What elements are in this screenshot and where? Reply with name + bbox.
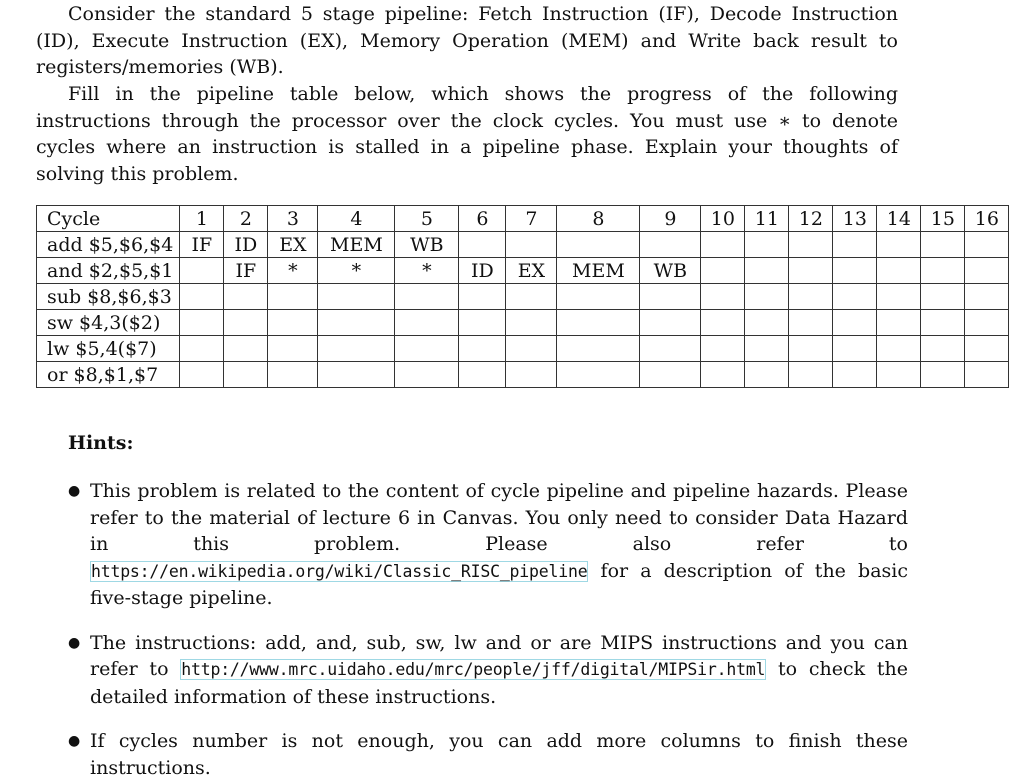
stage-cell [180, 258, 224, 284]
stage-cell [268, 310, 318, 336]
stage-cell [921, 336, 965, 362]
stage-cell [701, 310, 745, 336]
cycle-number: 1 [180, 206, 224, 232]
stage-cell [459, 336, 506, 362]
stage-cell [557, 232, 640, 258]
stage-cell [557, 310, 640, 336]
stage-cell: * [268, 258, 318, 284]
stage-cell [701, 362, 745, 388]
stage-cell [180, 310, 224, 336]
stage-cell [921, 362, 965, 388]
stage-cell [506, 336, 557, 362]
table-row [37, 336, 1009, 362]
stage-cell [268, 336, 318, 362]
table-header-row [37, 206, 1009, 232]
stage-cell [395, 310, 459, 336]
stage-cell [745, 362, 789, 388]
instruction-label: and $2,$5,$1 [37, 258, 180, 284]
pipeline-table [36, 205, 1009, 388]
stage-cell: * [318, 258, 395, 284]
stage-cell: IF [224, 258, 268, 284]
stage-cell [789, 336, 833, 362]
intro-paragraph-stages: Consider the standard 5 stage pipeline: Fetch Instruction (IF), Decode Instruction (ID), Execute Instruction (EX), Memory Operation (MEM) and Write back result to registers/memories (WB). [36, 3, 898, 78]
stage-cell: IF [180, 232, 224, 258]
instruction-label: sub $8,$6,$3 [37, 284, 180, 310]
stage-cell [640, 310, 701, 336]
stage-cell [701, 336, 745, 362]
stage-cell [180, 362, 224, 388]
table-row [37, 232, 1009, 258]
stage-cell [224, 284, 268, 310]
stage-cell [180, 336, 224, 362]
stage-cell [459, 232, 506, 258]
stage-cell [921, 310, 965, 336]
stage-cell [459, 362, 506, 388]
stage-cell [395, 284, 459, 310]
stage-cell [789, 258, 833, 284]
cycle-number: 11 [745, 206, 789, 232]
hint-item: ● This problem is related to the content of cycle pipeline and pipeline hazards. Please refer to the material of lecture 6 in Canvas. You only need to consider Data Hazard in this problem. Please also refer to https://en.wikipedia.org/wiki/Classic_RISC_pipeline for a description of the basic five-stage pipeline. [68, 480, 908, 609]
stage-cell [877, 362, 921, 388]
stage-cell [557, 362, 640, 388]
hint-item: ● If cycles number is not enough, you can add more columns to finish these instructions. [68, 730, 908, 779]
cycle-number: 4 [318, 206, 395, 232]
instruction-label: sw $4,3($2) [37, 310, 180, 336]
stage-cell [833, 336, 877, 362]
stage-cell [833, 362, 877, 388]
stage-cell [506, 362, 557, 388]
stage-cell [921, 258, 965, 284]
stage-cell [833, 258, 877, 284]
cycle-number: 14 [877, 206, 921, 232]
stage-cell [877, 336, 921, 362]
stage-cell [877, 310, 921, 336]
stage-cell [395, 336, 459, 362]
table-row [37, 258, 1009, 284]
stage-cell [506, 284, 557, 310]
stage-cell [268, 362, 318, 388]
stage-cell [557, 284, 640, 310]
stage-cell [877, 258, 921, 284]
wikipedia-link[interactable]: https://en.wikipedia.org/wiki/Classic_RISC_pipeline [91, 561, 588, 581]
stage-cell: WB [640, 258, 701, 284]
stage-cell [877, 232, 921, 258]
stage-cell [224, 336, 268, 362]
cycle-number: 13 [833, 206, 877, 232]
stage-cell [745, 232, 789, 258]
cycle-number: 15 [921, 206, 965, 232]
stage-cell [965, 336, 1009, 362]
cycle-number: 16 [965, 206, 1009, 232]
cycle-number: 3 [268, 206, 318, 232]
stage-cell [789, 284, 833, 310]
cycle-number: 2 [224, 206, 268, 232]
stage-cell [833, 232, 877, 258]
stage-cell [318, 336, 395, 362]
instruction-label: add $5,$6,$4 [37, 232, 180, 258]
bullet-icon: ● [68, 634, 81, 651]
stage-cell: ID [224, 232, 268, 258]
stage-cell: ID [459, 258, 506, 284]
cycle-number: 12 [789, 206, 833, 232]
stage-cell: MEM [557, 258, 640, 284]
stage-cell [224, 310, 268, 336]
stage-cell [640, 284, 701, 310]
cycle-number: 9 [640, 206, 701, 232]
table-row [37, 362, 1009, 388]
stage-cell [745, 258, 789, 284]
cycle-number: 6 [459, 206, 506, 232]
stage-cell [459, 310, 506, 336]
stage-cell [318, 284, 395, 310]
stage-cell [965, 284, 1009, 310]
stage-cell [318, 310, 395, 336]
stage-cell [745, 310, 789, 336]
stage-cell [318, 362, 395, 388]
cycle-header: Cycle [37, 206, 180, 232]
stage-cell: WB [395, 232, 459, 258]
cycle-number: 7 [506, 206, 557, 232]
stage-cell [557, 336, 640, 362]
stage-cell [833, 284, 877, 310]
intro-paragraph-instructions: Fill in the pipeline table below, which shows the progress of the following instructions through the processor over the clock cycles. You must use ∗ to denote cycles where an instruction is stalled in a pipeline phase. Explain your thoughts of solving this problem. [36, 83, 898, 185]
cycle-number: 10 [701, 206, 745, 232]
hints-title: Hints: [68, 432, 134, 454]
mips-reference-link[interactable]: http://www.mrc.uidaho.edu/mrc/people/jff/digital/MIPSir.html [181, 660, 766, 679]
stage-cell [833, 310, 877, 336]
stage-cell [921, 232, 965, 258]
stage-cell [395, 362, 459, 388]
stage-cell: EX [268, 232, 318, 258]
hint-item: ● The instructions: add, and, sub, sw, lw and or are MIPS instructions and you can refer to http://www.mrc.uidaho.edu/mrc/people/jff/digital/MIPSir.html to check the detailed information of these instructions. [68, 631, 909, 708]
cycle-number: 5 [395, 206, 459, 232]
stage-cell [640, 336, 701, 362]
stage-cell [268, 284, 318, 310]
stage-cell [789, 362, 833, 388]
stage-cell [701, 232, 745, 258]
bullet-icon: ● [68, 483, 81, 499]
stage-cell: EX [506, 258, 557, 284]
stage-cell [745, 284, 789, 310]
stage-cell [965, 310, 1009, 336]
stage-cell [459, 284, 506, 310]
stage-cell [965, 258, 1009, 284]
stage-cell [506, 232, 557, 258]
instruction-label: or $8,$1,$7 [37, 362, 180, 388]
stage-cell [701, 258, 745, 284]
stage-cell: MEM [318, 232, 395, 258]
stage-cell [640, 362, 701, 388]
stage-cell [789, 232, 833, 258]
cycle-number: 8 [557, 206, 640, 232]
stage-cell [921, 284, 965, 310]
table-row [37, 284, 1009, 310]
hints-list [68, 478, 908, 781]
stage-cell [180, 284, 224, 310]
stage-cell [965, 362, 1009, 388]
instruction-label: lw $5,4($7) [37, 336, 180, 362]
stage-cell [789, 310, 833, 336]
stage-cell [965, 232, 1009, 258]
stage-cell [745, 336, 789, 362]
stage-cell [224, 362, 268, 388]
stage-cell [877, 284, 921, 310]
stage-cell [506, 310, 557, 336]
stage-cell [701, 284, 745, 310]
stage-cell [640, 232, 701, 258]
table-row [37, 310, 1009, 336]
bullet-icon: ● [68, 733, 81, 749]
stage-cell: * [395, 258, 459, 284]
